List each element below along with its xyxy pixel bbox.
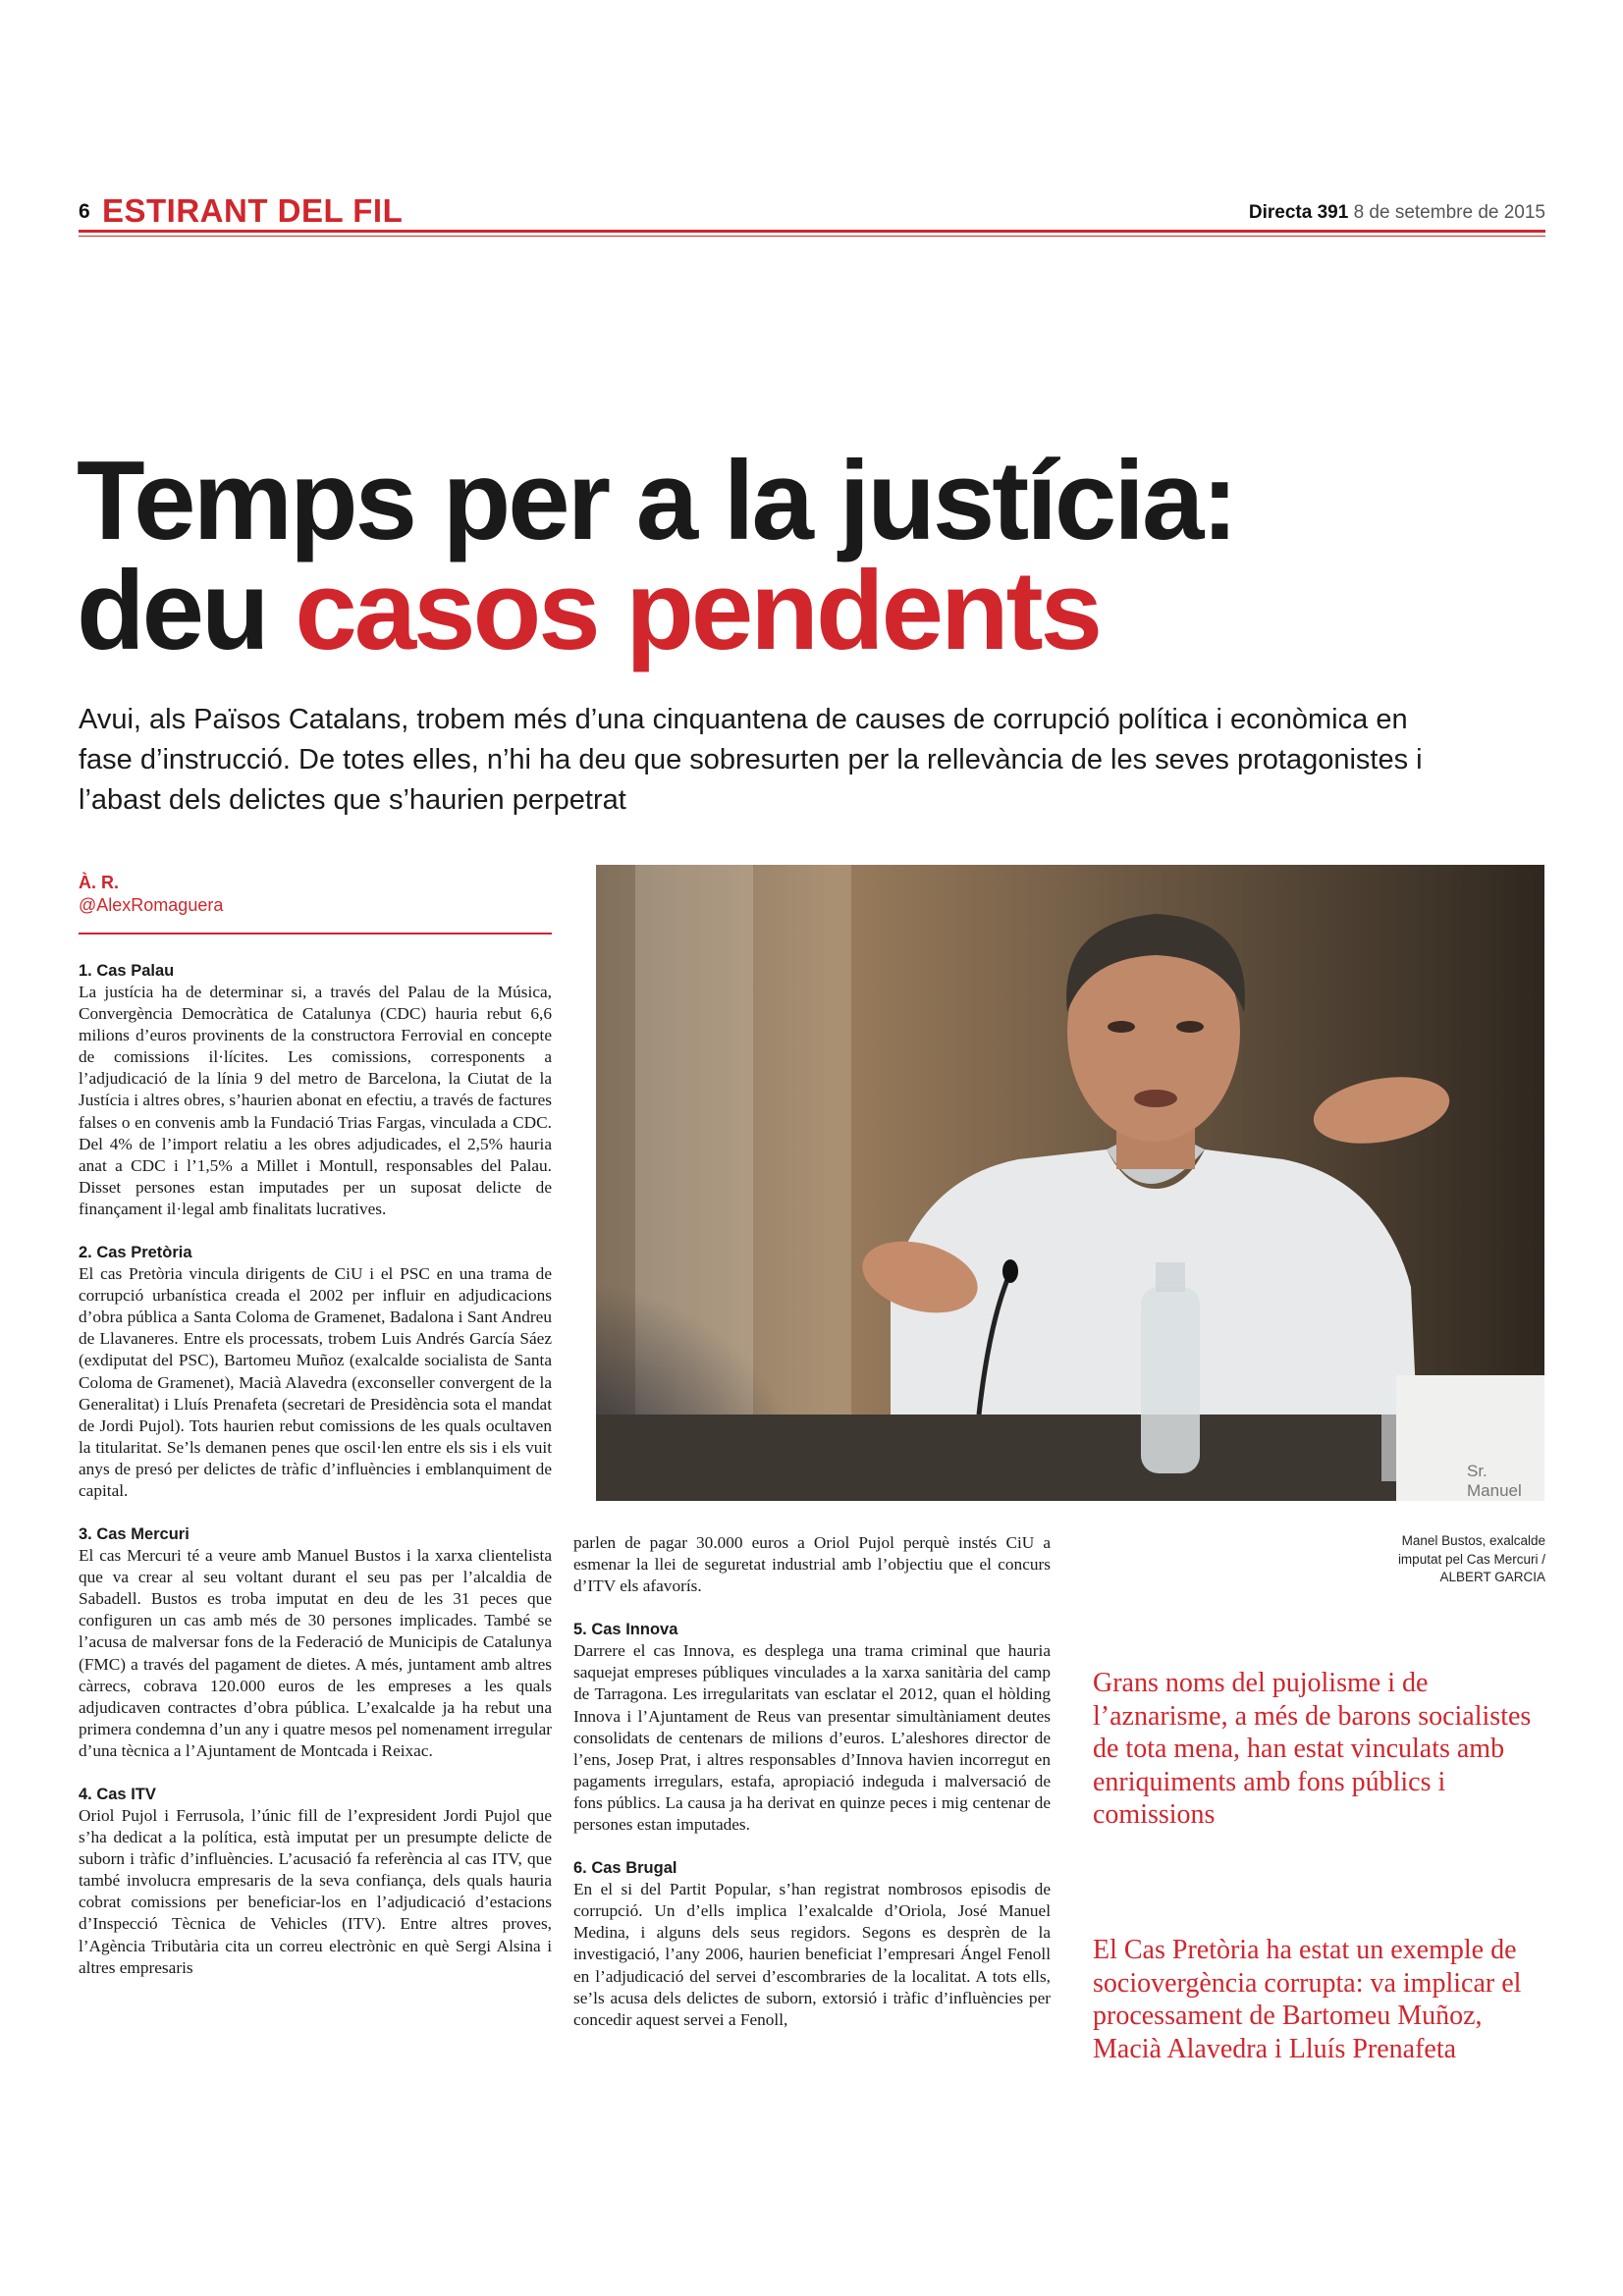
header-rule-thin (79, 236, 1545, 237)
pull-quote: El Cas Pretòria ha estat un exemple de sociovergència corrupta: va implicar el processament de Bartomeu Muñoz, Macià Alavedra i Lluís Prenafeta (1093, 1935, 1522, 2064)
body-column-2 (573, 1532, 1051, 2031)
body-column-1 (79, 960, 552, 1979)
case-text: El cas Mercuri té a veure amb Manuel Bustos i la xarxa clientelista que va crear al seu voltant durant el seu pas per l’alcaldia de Sabadell. Bustos es troba imputat en deu de les 31 peces que configuren un cas amb més de 30 persones implicades. També se l’acusa de malversar fons de la Federació de Municipis de Catalunya (FMC) a través del pagament de dietes. A més, juntament amb altres càrrecs, cobrava 120.000 euros de les empreses a les quals adjudicaven contractes d’obra pública. L’exalcalde ja ha rebut una primera condemna d’un any i quatre mesos pel nomenament irregular d’una tècnica a l’Ajuntament de Montcada i Reixac. (79, 1546, 552, 1760)
case-title: 1. Cas Palau (79, 962, 175, 980)
photo-illustration (596, 865, 1544, 1501)
case-text: En el si del Partit Popular, s’han registrat nombrosos episodis de corrupció. Un d’ells implica l’exalcalde d’Oriola, José Manuel Medina, i alguns dels seus regidors. Segons es desprèn de la investigació, l’any 2006, haurien beneficiat l’empresari Ángel Fenoll en l’adjudicació del servei d’escombraries de la localitat. A tots ells, se’ls acusa dels delictes de suborn, extorsió i tràfic d’influències per concedir aquest servei a Fenoll, (573, 1880, 1051, 2029)
case-title: 5. Cas Innova (573, 1621, 678, 1639)
section-title: ESTIRANT DEL FIL (102, 192, 404, 229)
page-number: 6 (79, 200, 90, 223)
lead-paragraph: Avui, als Països Catalans, trobem més d’una cinquantena de causes de corrupció política i econòmica en fase d’instrucció. De totes elles, n’hi ha deu que sobresurten per la rellevància de les seves protagonistes i l’abast dels delictes que s’haurien perpetrat (79, 704, 1423, 816)
headline-line-2-black: deu (77, 549, 296, 673)
photo-caption: Manel Bustos, exalcalde imputat pel Cas Mercuri / ALBERT GARCIA (1397, 1533, 1545, 1584)
publication-name: Directa 391 (1248, 202, 1349, 223)
case-text-continuation: parlen de pagar 30.000 euros a Oriol Pujol perquè instés CiU a esmenar la llei de seguretat industrial amb l’objectiu que el concurs d’ITV els afavorís. (573, 1533, 1051, 1596)
case-title: 2. Cas Pretòria (79, 1244, 192, 1262)
case-title: 6. Cas Brugal (573, 1859, 677, 1878)
byline-rule (79, 933, 552, 934)
pull-quote: Grans noms del pujolisme i de l’aznarisme, a més de barons socialistes de tota mena, han estat vinculats amb enriquiments amb fons públics i comissions (1093, 1668, 1532, 1830)
issue-info (1249, 202, 1545, 224)
headline-line-1: Temps per a la justícia: (77, 439, 1236, 563)
headline-line-2-red: casos pendents (295, 549, 1100, 673)
headline (77, 439, 1236, 673)
case-text: Oriol Pujol i Ferrusola, l’únic fill de l’expresident Jordi Pujol que s’ha dedicat a la política, està imputat per un presumpte delicte de suborn i tràfic d’influències. L’acusació fa referència al cas ITV, que també involucra empresaris de la seva confiança, dels quals hauria cobrat comissions per beneficiar-los en l’adjudicació d’estacions d’Inspecció Tècnica de Vehicles (ITV). Entre altres proves, l’Agència Tributària cita un correu electrònic en què Sergi Alsina i altres empresaris (79, 1806, 552, 1977)
author-handle: @AlexRomaguera (79, 895, 224, 915)
article-photo (596, 865, 1544, 1501)
case-title: 3. Cas Mercuri (79, 1525, 189, 1544)
case-text: La justícia ha de determinar si, a través del Palau de la Música, Convergència Democràtica de Catalunya (CDC) hauria rebut 6,6 milions d’euros provinents de la constructora Ferrovial en concepte de comissions il·lícites. Les comissions, corresponents a l’adjudicació de la línia 9 del metro de Barcelona, la Ciutat de la Justícia i altres obres, s’haurien abonat en efectiu, a través de factures falses o en convenis amb la Fundació Trias Fargas, vinculada a CDC. Del 4% de l’import relatiu a les obres adjudicades, el 2,5% hauria anat a CDC i l’1,5% a Millet i Montull, responsables del Palau. Disset persones estan imputades per un suposat delicte de finançament il·legal amb finalitats lucratives. (79, 983, 552, 1218)
issue-date: 8 de setembre de 2015 (1353, 202, 1545, 223)
author-name: À. R. (79, 873, 120, 892)
case-text: El cas Pretòria vincula dirigents de CiU i el PSC en una trama de corrupció urbanística creada el 2002 per influir en adjudicacions d’obra pública a Santa Coloma de Gramenet, Badalona i Sant Andreu de Llavaneres. Entre els processats, trobem Luis Andrés García Sáez (exdiputat del PSC), Bartomeu Muñoz (exalcalde socialista de Santa Coloma de Gramenet), Macià Alavedra (exconseller convergent de la Generalitat) i Lluís Prenafeta (secretari de Presidència sota el mandat de Jordi Pujol). Tots haurien rebut comissions de les quals ocultaven la titularitat. Se’ls demanen penes que oscil·len entre els sis i els vuit anys de presó per delictes de tràfic d’influències i emblanquiment de capital. (79, 1264, 552, 1500)
nameplate-text: Sr. Manuel (1467, 1462, 1522, 1500)
case-title: 4. Cas ITV (79, 1786, 156, 1803)
header-rule (79, 230, 1545, 233)
case-text: Darrere el cas Innova, es desplega una trama criminal que hauria saquejat empreses públiques vinculades a la xarxa sanitària del camp de Tarragona. Les irregularitats van esclatar el 2012, quan el hòlding Innova i l’Ajuntament de Reus van presentar simultàniament deutes consolidats de centenars de milions d’euros. L’aleshores director de l’ens, Josep Prat, i altres responsables d’Innova havien incorregut en pagaments irregulars, estafa, apropiació indeguda i malversació de fons públics. La causa ja ha derivat en quinze peces i mig centenar de persones estan imputades. (573, 1641, 1051, 1835)
